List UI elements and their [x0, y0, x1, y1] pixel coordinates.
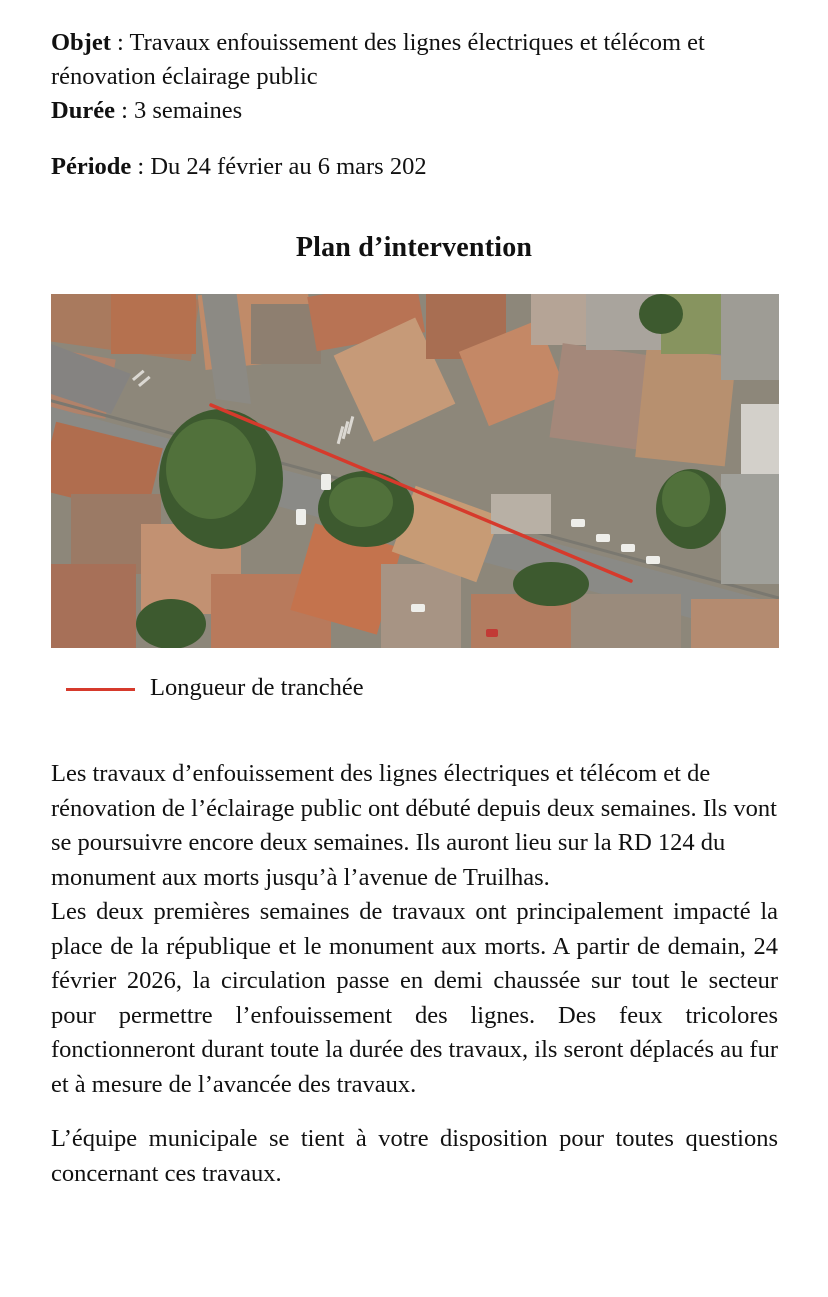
- objet-label: Objet: [51, 29, 111, 56]
- paragraph-2: Les deux premières semaines de travaux ont principalement impacté la place de la république et le monument aux morts. A partir de demain, 24 février 2026, la circulation passe en demi chaussée sur tout le secteur pour permettre l’enfouissement des lignes. Des feux tricolores fonctionneront durant toute la durée des travaux, ils seront déplacés au fur et à mesure de l’avancée des travaux.: [51, 898, 778, 1098]
- aerial-map-illustration: [51, 294, 779, 648]
- objet-value: Travaux enfouissement des lignes électriques et télécom et rénovation éclairage public: [51, 29, 705, 90]
- duree-value: 3 semaines: [134, 97, 243, 124]
- periode-value: Du 24 février au 6 mars 202: [150, 153, 427, 180]
- aerial-map: [51, 294, 779, 648]
- body-text: [51, 757, 778, 1191]
- objet-line: [51, 26, 781, 94]
- legend-line-swatch: [66, 688, 135, 691]
- legend-label: Longueur de tranchée: [150, 674, 364, 701]
- periode-line: [51, 150, 781, 184]
- objet-separator: :: [110, 29, 130, 56]
- plan-title: Plan d’intervention: [295, 232, 533, 263]
- periode-separator: :: [131, 153, 151, 180]
- periode-label: Période: [51, 153, 132, 180]
- duree-line: [51, 94, 781, 128]
- paragraph-1: Les travaux d’enfouissement des lignes électriques et télécom et de rénovation de l’éclairage public ont débuté depuis deux semaines. Ils vont se poursuivre encore deux semaines. Ils auront lieu sur la RD 124 du monument aux morts jusqu’à l’avenue de Truilhas.: [51, 760, 777, 891]
- duree-label: Durée: [51, 97, 115, 124]
- duree-separator: :: [114, 97, 135, 124]
- paragraph-3: L’équipe municipale se tient à votre disposition pour toutes questions concernant ces travaux.: [51, 1125, 778, 1187]
- header-block: [51, 26, 781, 184]
